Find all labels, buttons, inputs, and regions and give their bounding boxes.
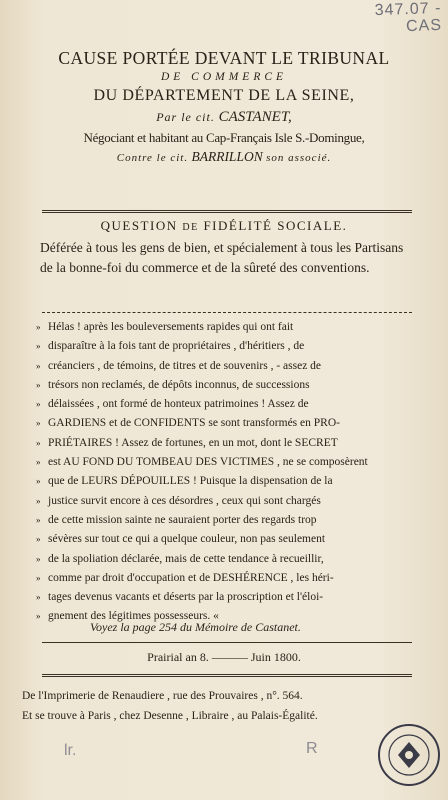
quote-line-text: justice survit encore à ces désordres , ceux qui sont chargés bbox=[48, 494, 321, 507]
quote-line-text: sévères sur tout ce qui a quelque couleur, non pas seulement bbox=[48, 533, 326, 546]
imprint-block bbox=[22, 686, 422, 726]
date-divider-bottom bbox=[42, 674, 412, 677]
quote-mark: » bbox=[36, 379, 41, 390]
quote-line bbox=[36, 550, 381, 569]
quote-line-text: comme par droit d'occupation et de DESHÉRENCE , les héri- bbox=[48, 571, 334, 584]
title-line-4-name: CASTANET, bbox=[218, 109, 292, 125]
quote-mark: » bbox=[36, 437, 41, 448]
quote-line bbox=[36, 472, 381, 491]
imprint-line-2: Et se trouve à Paris , chez Desenne , Libraire , au Palais-Égalité. bbox=[22, 710, 318, 722]
quote-mark: » bbox=[36, 476, 41, 487]
title-line-6-name: BARRILLON bbox=[191, 149, 263, 164]
quote-mark: » bbox=[36, 418, 41, 429]
pencil-mark-right: R bbox=[306, 740, 318, 757]
quote-line bbox=[36, 434, 381, 453]
pencil-mark-left: lr. bbox=[64, 742, 77, 759]
reference-prefix: Voyez la page 254 du Mémoire de bbox=[90, 620, 253, 634]
section-divider bbox=[42, 312, 412, 313]
imprint-line-1: De l'Imprimerie de Renaudiere , rue des Prouvaires , n°. 564. bbox=[22, 690, 303, 702]
quote-line-text: de la spoliation déclarée, mais de cette tendance à recueillir, bbox=[48, 552, 324, 565]
question-part-3: FIDÉLITÉ SOCIALE. bbox=[203, 218, 348, 233]
question-heading bbox=[0, 218, 448, 234]
quote-mark: » bbox=[36, 399, 41, 410]
question-part-2: DE bbox=[182, 222, 199, 233]
reference-name: Castanet. bbox=[255, 620, 301, 634]
quote-mark: » bbox=[36, 341, 41, 352]
quote-line bbox=[36, 414, 381, 433]
quote-mark: » bbox=[36, 611, 41, 622]
quote-mark: » bbox=[36, 553, 41, 564]
title-divider bbox=[42, 210, 412, 213]
quote-line-text: tages devenus vacants et déserts par la proscription et l'éloi- bbox=[48, 591, 324, 604]
quote-line bbox=[36, 530, 381, 549]
epigraph-quote bbox=[36, 318, 381, 627]
title-line-6 bbox=[0, 147, 448, 168]
quote-line-text: disparaître à la fois tant de propriétaires , d'héritiers , de bbox=[48, 340, 305, 353]
quote-mark: » bbox=[36, 572, 41, 583]
quote-line bbox=[36, 376, 381, 395]
quote-mark: » bbox=[36, 322, 41, 332]
title-line-3: DU DÉPARTEMENT DE LA SEINE, bbox=[93, 87, 355, 104]
quote-mark: » bbox=[36, 457, 41, 468]
quote-line-text: GARDIENS et de CONFIDENTS se sont transformés en PRO- bbox=[48, 417, 340, 430]
shelfmark-annotation bbox=[375, 1, 443, 37]
stamp-center bbox=[405, 751, 413, 759]
title-block bbox=[0, 48, 448, 168]
title-line-4 bbox=[0, 106, 448, 128]
quote-mark: » bbox=[36, 514, 41, 525]
quote-line bbox=[36, 395, 381, 414]
quote-mark: » bbox=[36, 592, 41, 603]
quote-line bbox=[36, 569, 381, 588]
date-divider-top bbox=[42, 642, 412, 643]
shelfmark-line-1: 347.07 - bbox=[374, 0, 442, 20]
title-line-1: CAUSE PORTÉE DEVANT LE TRIBUNAL bbox=[58, 48, 390, 68]
quote-line bbox=[36, 492, 381, 511]
title-line-2: DE COMMERCE bbox=[160, 71, 288, 83]
date-line: Prairial an 8. ——— Juin 1800. bbox=[147, 650, 301, 664]
quote-mark: » bbox=[36, 534, 41, 545]
shelfmark-line-2: CAS bbox=[406, 16, 443, 35]
quote-line-text: PRIÉTAIRES ! Assez de fortunes, en un mot, dont le SECRET bbox=[48, 436, 338, 449]
quote-mark: » bbox=[36, 495, 41, 506]
quote-mark: » bbox=[36, 360, 41, 371]
title-line-4-prefix: Par le cit. bbox=[156, 110, 215, 124]
quote-line bbox=[36, 337, 381, 356]
quote-line-text: trésors non reclamés, de dépôts inconnus, de successions bbox=[48, 378, 310, 391]
question-part-1: QUESTION bbox=[100, 218, 178, 233]
quote-line-text: créanciers , de témoins, de titres et de souvenirs , - assez de bbox=[48, 359, 322, 372]
quote-line-text: de cette mission sainte ne sauraient porter des regards trop bbox=[48, 513, 317, 526]
quote-line bbox=[36, 588, 381, 607]
quote-line-text: que de LEURS DÉPOUILLES ! Puisque la dispensation de la bbox=[48, 475, 333, 488]
dedication-paragraph: Déférée à tous les gens de bien, et spécialement à tous les Partisans de la bonne-foi du commerce et de la sûreté des conventions. bbox=[40, 240, 404, 275]
quote-line-text: gnement des légitimes possesseurs. « bbox=[48, 610, 219, 623]
quote-line-text: délaissées , ont formé de honteux patrimoines ! Assez de bbox=[48, 398, 309, 411]
quote-line-text: Hélas ! après les bouleversements rapides qui ont fait bbox=[48, 321, 294, 333]
quote-line bbox=[36, 511, 381, 530]
title-line-5: Négociant et habitant au Cap-Français Isle S.-Domingue, bbox=[83, 130, 365, 145]
reference-line bbox=[90, 620, 390, 635]
quote-line bbox=[36, 318, 381, 337]
title-line-6-prefix: Contre le cit. bbox=[116, 152, 189, 164]
quote-line bbox=[36, 357, 381, 376]
library-stamp bbox=[376, 722, 442, 788]
quote-line-text: est AU FOND DU TOMBEAU DES VICTIMES , ne se composèrent bbox=[48, 456, 368, 469]
title-line-6-suffix: son associé. bbox=[266, 152, 332, 164]
quote-line bbox=[36, 453, 381, 472]
